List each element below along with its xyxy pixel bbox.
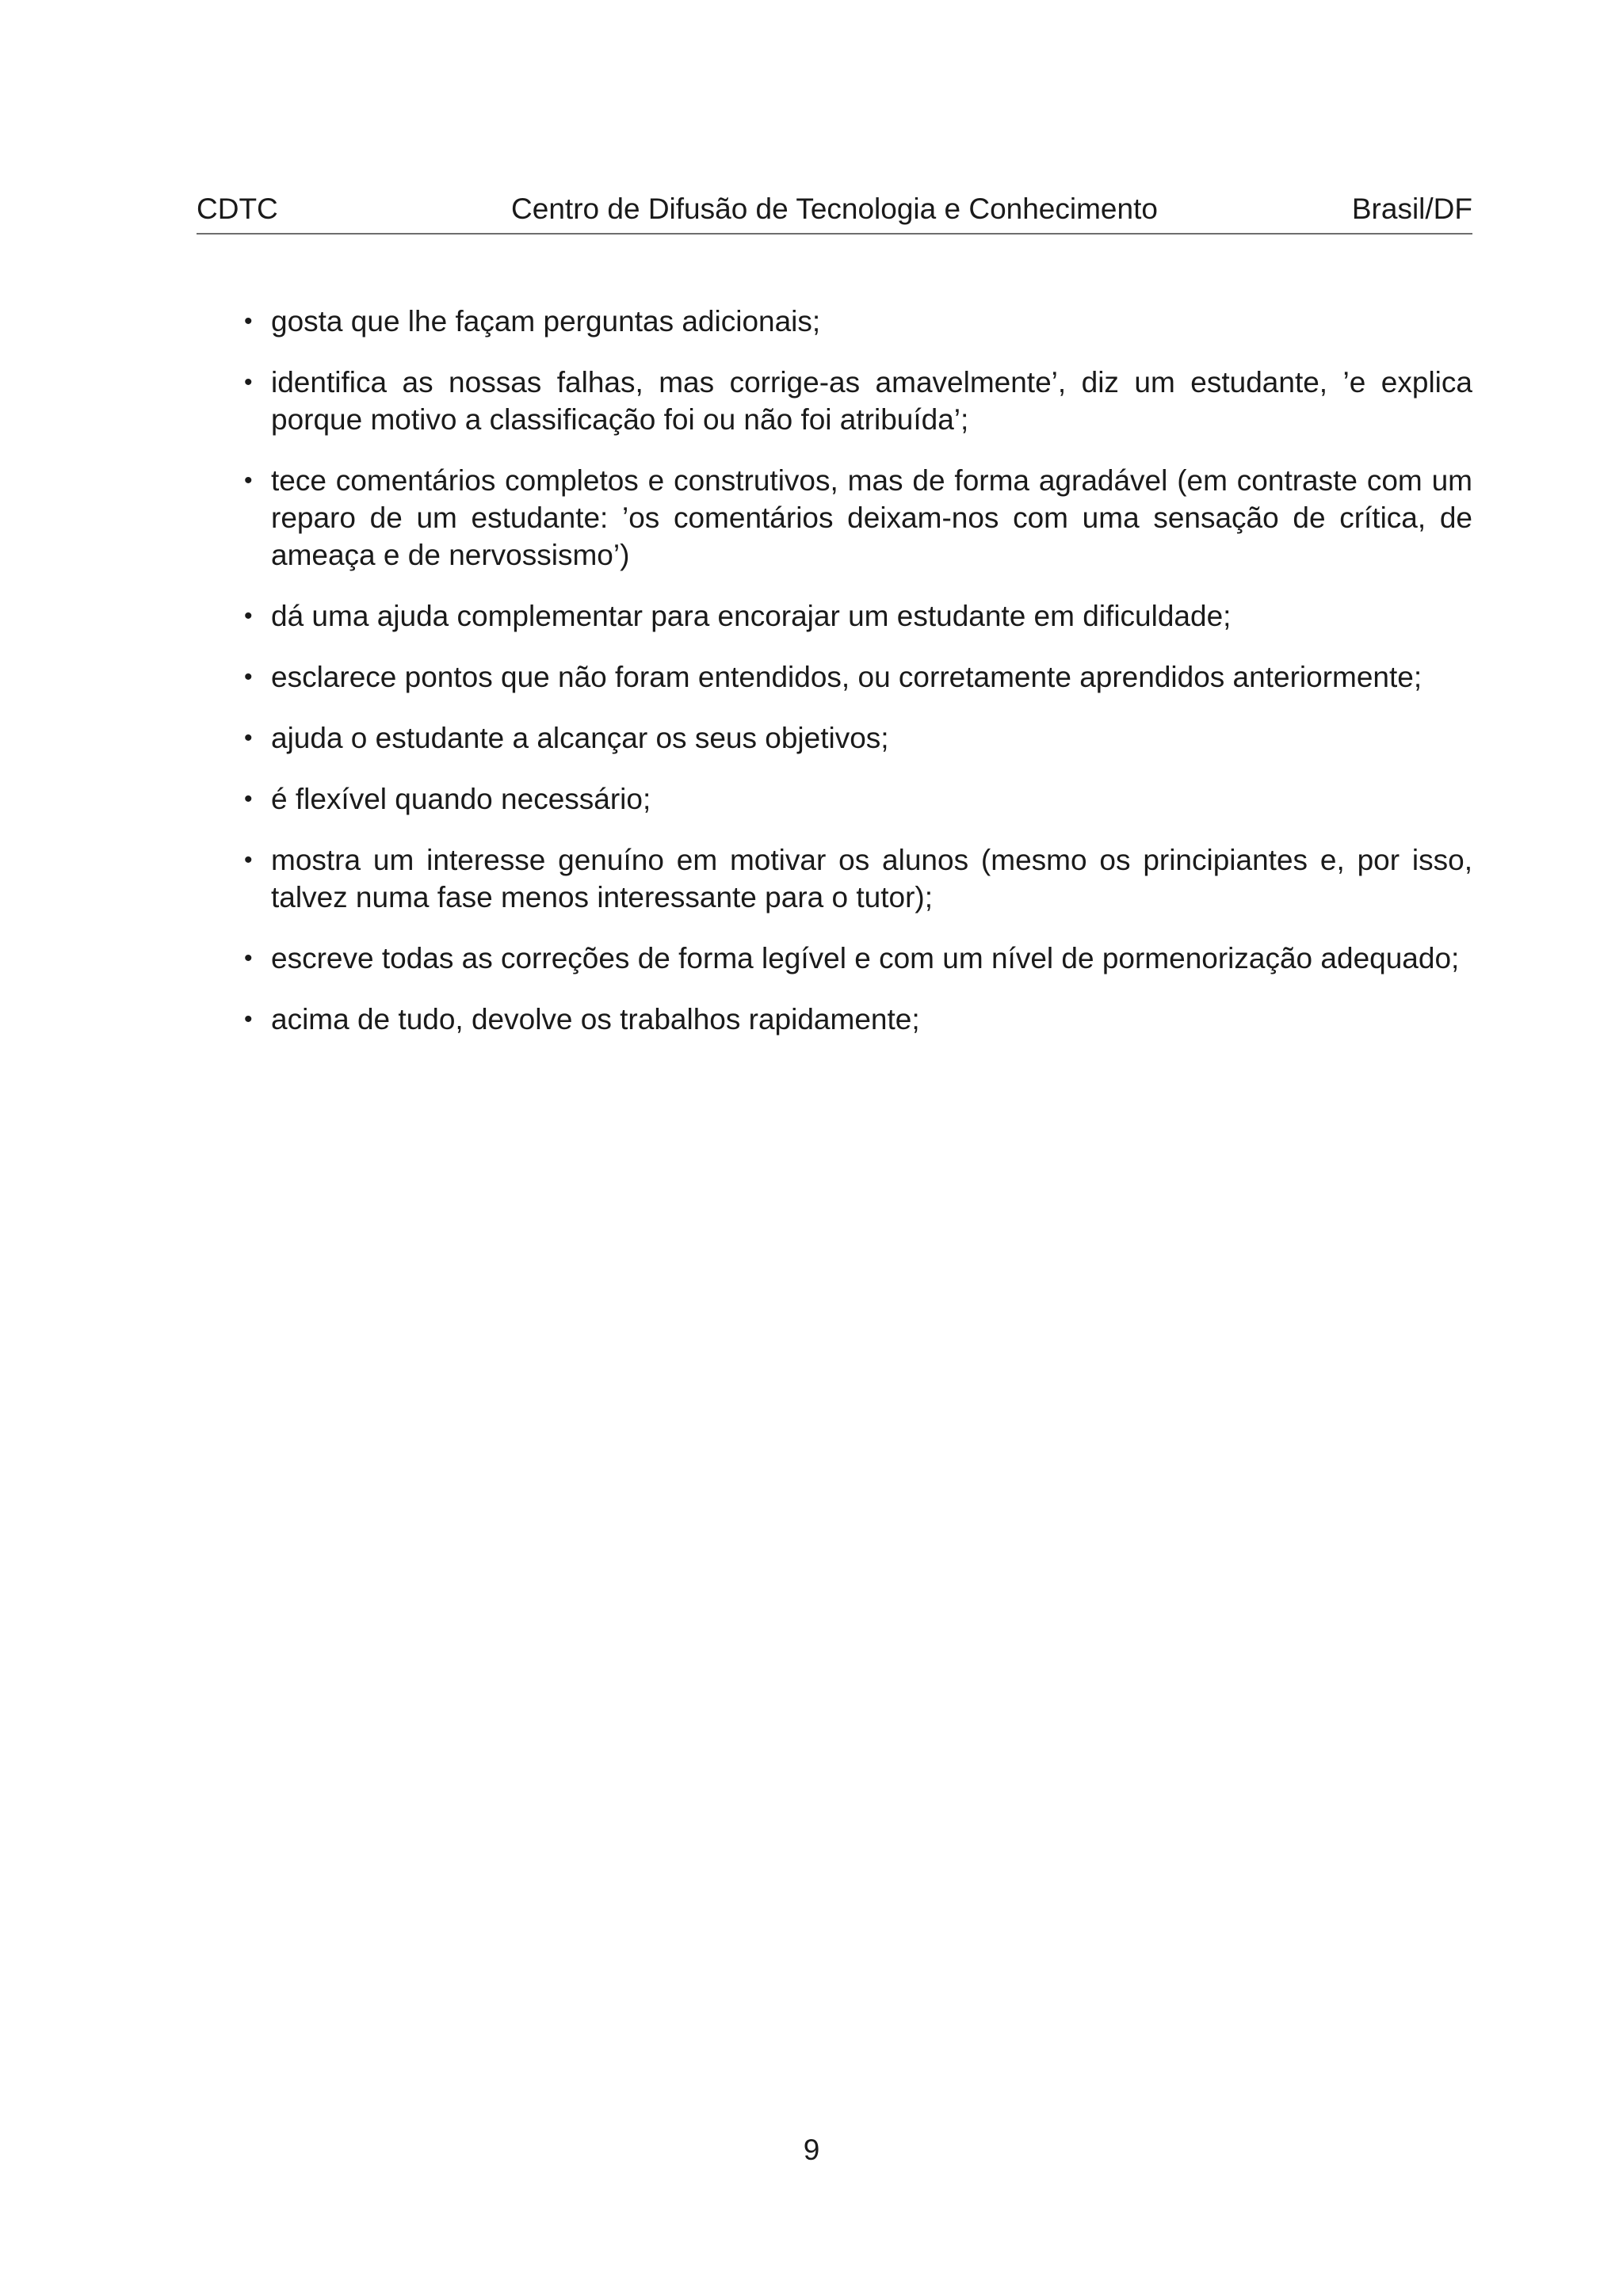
list-item-text: identifica as nossas falhas, mas corrige-as amavelmente’, diz um estudante, ’e explica porque motivo a classificação foi ou não foi atribuída’;	[271, 366, 1472, 436]
list-item	[242, 303, 1472, 340]
list-item-text: tece comentários completos e construtivos, mas de forma agradável (em contraste com um reparo de um estudante: ’os comentários deixam-nos com uma sensação de crítica, de ameaça e de nervossismo’)	[271, 464, 1472, 571]
list-item	[242, 780, 1472, 818]
list-item	[242, 1001, 1472, 1038]
list-item-text: esclarece pontos que não foram entendidos, ou corretamente aprendidos anteriormente;	[271, 661, 1423, 693]
list-item	[242, 719, 1472, 757]
running-header	[197, 192, 1472, 235]
list-item	[242, 658, 1472, 696]
list-item	[242, 841, 1472, 916]
list-item-text: dá uma ajuda complementar para encorajar um estudante em dificuldade;	[271, 600, 1232, 632]
list-item-text: ajuda o estudante a alcançar os seus objetivos;	[271, 722, 889, 754]
bullet-dot-icon: •	[244, 1006, 253, 1032]
bullet-list	[242, 303, 1472, 1062]
list-item-text: é flexível quando necessário;	[271, 783, 651, 815]
list-item-text: gosta que lhe façam perguntas adicionais;	[271, 305, 821, 338]
page-number: 9	[803, 2134, 820, 2166]
header-left-label: CDTC	[197, 193, 278, 225]
bullet-dot-icon: •	[244, 603, 253, 629]
list-item	[242, 462, 1472, 574]
list-item	[242, 597, 1472, 635]
list-item-text: acima de tudo, devolve os trabalhos rapidamente;	[271, 1003, 920, 1035]
bullet-dot-icon: •	[244, 847, 253, 873]
bullet-dot-icon: •	[244, 467, 253, 494]
bullet-dot-icon: •	[244, 945, 253, 971]
bullet-dot-icon: •	[244, 786, 253, 812]
list-item	[242, 940, 1472, 977]
bullet-dot-icon: •	[244, 725, 253, 751]
bullet-dot-icon: •	[244, 308, 253, 334]
header-right-label: Brasil/DF	[1351, 193, 1472, 225]
bullet-dot-icon: •	[244, 664, 253, 690]
list-item	[242, 364, 1472, 438]
bullet-dot-icon: •	[244, 369, 253, 395]
list-item-text: escreve todas as correções de forma legível e com um nível de pormenorização adequado;	[271, 942, 1460, 974]
list-item-text: mostra um interesse genuíno em motivar os alunos (mesmo os principiantes e, por isso, talvez numa fase menos interessante para o tutor);	[271, 844, 1472, 913]
header-center-title: Centro de Difusão de Tecnologia e Conhecimento	[511, 193, 1158, 225]
